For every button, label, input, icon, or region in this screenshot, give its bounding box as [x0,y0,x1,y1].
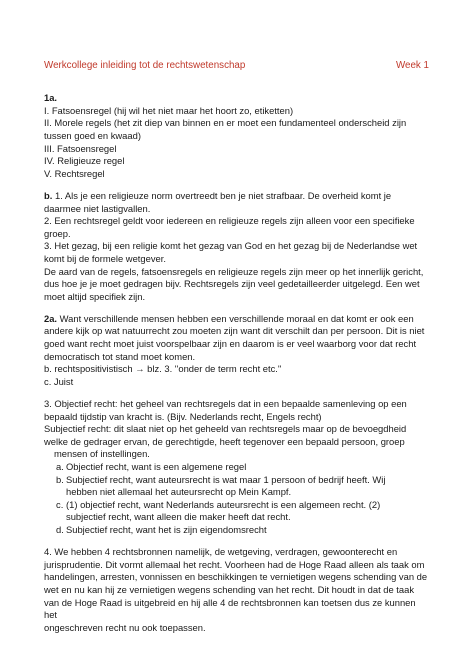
answer-line: c. Juist [44,375,74,387]
answer-1a [44,92,429,180]
answer-line: wet en nu kan hij ze vernietigen wegens schending van het recht. Dit houdt in dat de taak [44,583,415,595]
answer-line: b. rechtspositivistisch → blz. 3. ''onder de term recht etc.'' [44,363,282,375]
answer-line: 2. Een rechtsregel geldt voor iedereen en religieuze regels zijn alleen voor een specifieke [44,215,415,227]
answer-label: 1a. [44,92,58,104]
answer-line: 3. Objectief recht: het geheel van rechtsregels dat in een bepaalde samenleving op een [44,398,407,410]
answer-line: b. 1. Als je een religieuze norm overtreedt ben je niet strafbaar. De overheid komt je [44,189,392,201]
answer-3 [44,398,429,537]
answer-2 [44,313,429,389]
answer-line: 4. We hebben 4 rechtsbronnen namelijk, de wetgeving, verdragen, gewoonterecht en [44,546,398,558]
answer-line: V. Rechtsregel [44,167,105,179]
list-item: c. (1) objectief recht, want Nederlands auteursrecht is een algemeen recht. (2) subjectief recht, want alleen die maker heeft dat recht. [56,498,381,523]
answer-line: Subjectief recht: dit slaat niet op het geheeld van rechtsregels maar op de bevoegdheid [44,423,407,435]
arrow-right-icon: → [135,363,145,375]
answer-line: mensen of instellingen. [54,448,150,460]
answer-1b [44,190,429,303]
answer-line: dus hoe je je moet gedragen bijv. Rechtsregels zijn veel gedetailleerder uitgelegd. Een wet [44,278,420,290]
answer-line: groep. [44,227,71,239]
answer-line: III. Fatsoensregel [44,142,117,154]
week-label: Week 1 [395,60,429,71]
list-item: a. Objectief recht, want is een algemene regel [56,461,247,472]
answer-line: De aard van de regels, fatsoensregels en religieuze regels zijn meer op het innerlijk gericht, [44,265,424,277]
answer-line: komt bij de formele wetgever. [44,252,166,264]
answer-line: 2a. Want verschillende mensen hebben een verschillende moraal en dat komt er ook een [44,312,414,324]
answer-line: daarmee niet lastigvallen. [44,202,151,214]
list-item: d. Subjectief recht, want het is zijn eigendomsrecht [56,523,267,535]
answer-4 [44,546,429,634]
answer-label: b. [44,189,53,201]
list-item: b. Subjectief recht, want auteursrecht is wat maar 1 persoon of bedrijf heeft. Wij hebben niet allemaal het auteursrecht op Mein Kampf. [56,473,386,498]
answer-line: jurisprudentie. Dit vormt allemaal het recht. Voorheen had de Hoge Raad alleen als taak om [44,558,425,570]
answer-line: ongeschreven recht nu ook toepassen. [44,621,206,633]
answer-line: democratisch tot stand moet komen. [44,350,196,362]
document-header [44,60,429,73]
answer-line: goed want recht moet juist voorspelbaar zijn en daarom is er veel waarborg voor dat recht [44,338,417,350]
answer-line: II. Morele regels (het zit diep van binnen en er moet een fundamenteel onderscheid zijn [44,117,407,129]
answer-line: I. Fatsoensregel (hij wil het niet maar het hoort zo, etiketten) [44,104,294,116]
answer-line: IV. Religieuze regel [44,155,125,167]
answer-line: tussen goed en kwaad) [44,129,141,141]
answer-line: moet altijd specifiek zijn. [44,290,146,302]
answer-line: welke de gedrager ervan, de gerechtigde, heeft tegenover een bepaald persoon, groep [44,435,405,447]
answer-line: 3. Het gezag, bij een religie komt het gezag van God en het gezag bij de Nederlandse wet [44,240,418,252]
answer-line: handelingen, arresten, vonnissen en beschikkingen te vernietigen wegens schending van de [44,571,428,583]
answer-line: bepaald tijdstip van kracht is. (Bijv. Nederlands recht, Engels recht) [44,410,322,422]
answer-line: van de Hoge Raad is uitgebreid en hij alle 4 de rechtsbronnen kan toetsen dus ze kunnen het [44,596,416,621]
answer-label: 2a. [44,312,58,324]
document-title: Werkcollege inleiding tot de rechtswetenschap [44,60,246,71]
answer-line: andere kijk op wat natuurrecht zou moeten zijn want dit verschilt dan per persoon. Dit is niet [44,325,425,337]
